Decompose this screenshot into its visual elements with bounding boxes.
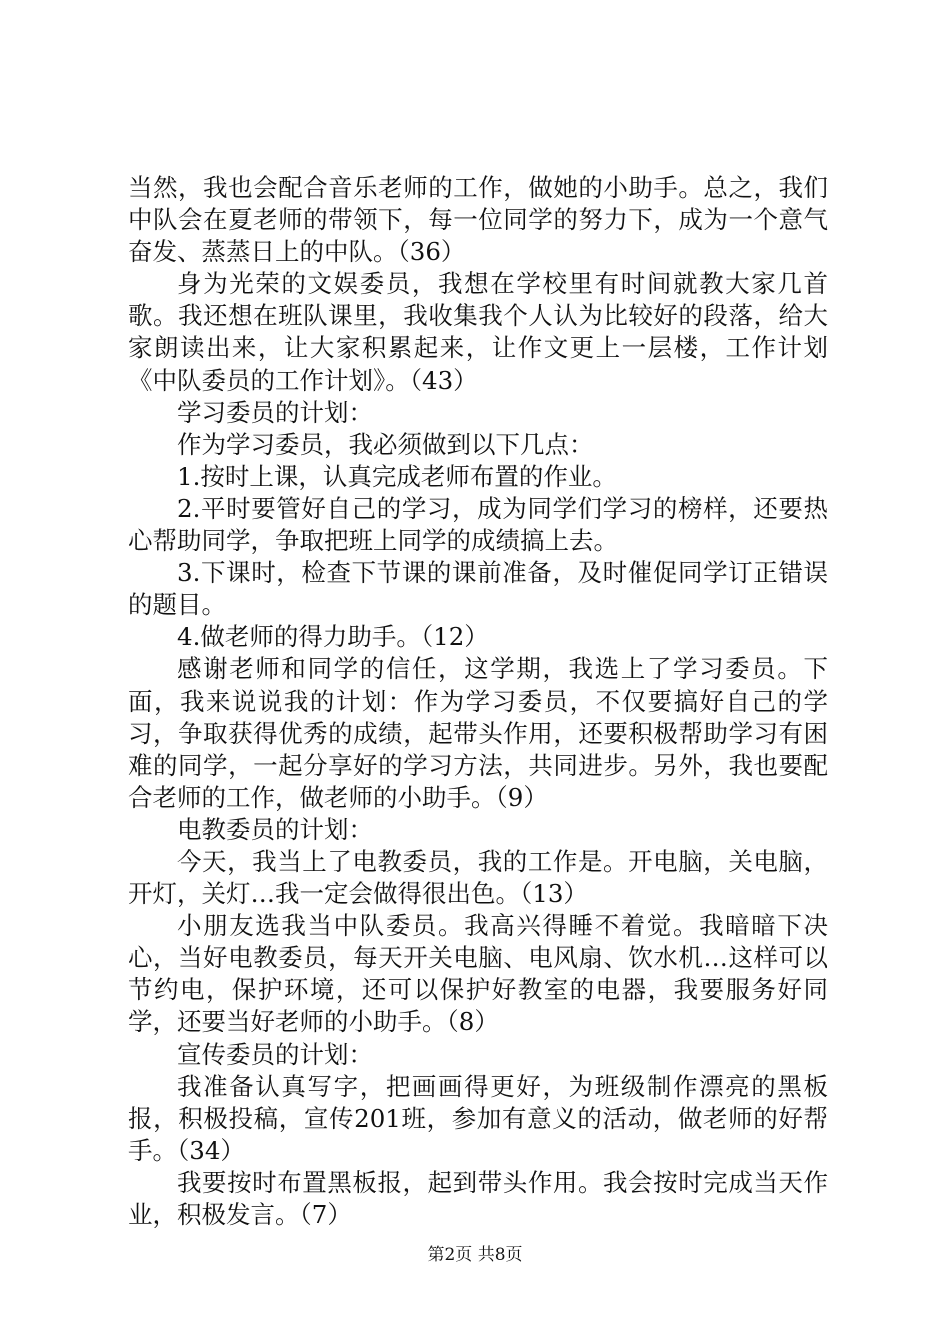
document-body [128,172,828,1231]
list-item-study-3: 3.下课时，检查下节课的课前准备，及时催促同学订正错误的题目。 [128,558,828,620]
paragraph-publicity-blackboard: 我要按时布置黑板报，起到带头作用。我会按时完成当天作业，积极发言。（7） [128,1167,828,1229]
paragraph-av-resolve: 小朋友选我当中队委员。我高兴得睡不着觉。我暗暗下决心，当好电教委员，每天开关电脑、电风扇、饮水机…这样可以节约电，保护环境，还可以保护好教室的电器，我要服务好同学，还要当好老师的小助手。（8） [128,911,828,1037]
paragraph-publicity-prepare: 我准备认真写字，把画画得更好，为班级制作漂亮的黑板报，积极投稿，宣传201班，参加有意义的活动，做老师的好帮手。（34） [128,1071,828,1165]
heading-av-committee-plan: 电教委员的计划： [177,814,373,844]
paragraph-study-intro: 作为学习委员，我必须做到以下几点： [177,429,594,459]
heading-study-committee-plan: 学习委员的计划： [177,397,373,427]
list-item-study-4: 4.做老师的得力助手。（12） [177,622,489,652]
heading-publicity-committee-plan: 宣传委员的计划： [177,1039,373,1069]
paragraph-study-thanks: 感谢老师和同学的信任，这学期，我选上了学习委员。下面，我来说说我的计划：作为学习委员，不仅要搞好自己的学习，争取获得优秀的成绩，起带头作用，还要积极帮助学习有困难的同学，一起分享好的学习方法，共同进步。另外，我也要配合老师的工作，做老师的小助手。（9） [128,654,828,812]
list-item-study-2: 2.平时要管好自己的学习，成为同学们学习的榜样，还要热心帮助同学，争取把班上同学的成绩搞上去。 [128,493,828,556]
list-item-study-1: 1.按时上课，认真完成老师布置的作业。 [177,461,617,491]
paragraph-entertainment-committee: 身为光荣的文娱委员，我想在学校里有时间就教大家几首歌。我还想在班队课里，我收集我个人认为比较好的段落，给大家朗读出来，让大家积累起来，让作文更上一层楼，工作计划《中队委员的工作计划》。（43） [128,269,828,395]
paragraph-music-continuation: 当然，我也会配合音乐老师的工作，做她的小助手。总之，我们中队会在夏老师的带领下，每一位同学的努力下，成为一个意气奋发、蒸蒸日上的中队。（36） [128,173,828,267]
page-number-footer: 第2页 共8页 [427,1245,523,1265]
paragraph-av-duties: 今天，我当上了电教委员，我的工作是。开电脑，关电脑，开灯，关灯…我一定会做得很出色。（13） [128,846,828,909]
